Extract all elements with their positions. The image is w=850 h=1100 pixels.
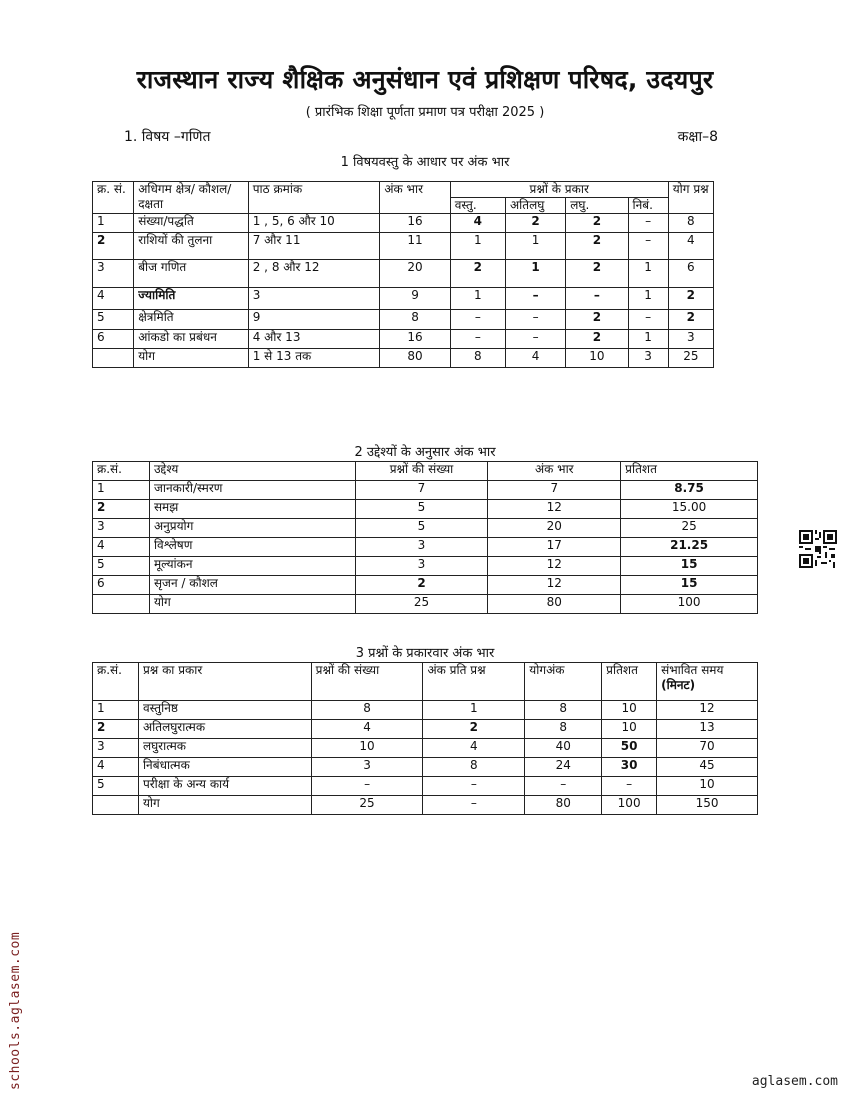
cell-total-marks: 80 (525, 796, 602, 815)
content-weightage-table (92, 181, 714, 368)
header-marks: अंक भार (380, 182, 450, 214)
cell-lessons: 3 (248, 288, 380, 310)
header-expected-time (657, 663, 758, 701)
cell-marks-per-question: 1 (423, 701, 525, 720)
cell-essay: 3 (628, 349, 668, 368)
header-short: लघु. (566, 198, 628, 214)
cell-percent: 100 (602, 796, 657, 815)
cell-essay: – (628, 214, 668, 233)
cell-total-marks: 8 (525, 701, 602, 720)
cell-vshort: 2 (505, 214, 565, 233)
cell-marks: 16 (380, 330, 450, 349)
header-marks-per-question: अंक प्रति प्रश्न (423, 663, 525, 701)
cell-percent: 15 (621, 576, 758, 595)
cell-sno: 1 (93, 701, 139, 720)
header-marks: अंक भार (488, 462, 621, 481)
cell-count: 3 (355, 557, 488, 576)
page-title: राजस्थान राज्य शैक्षिक अनुसंधान एवं प्रशिक्षण परिषद, उदयपुर (136, 65, 714, 94)
cell-lessons: 2 , 8 और 12 (248, 260, 380, 288)
cell-total: 3 (668, 330, 713, 349)
cell-count: 3 (311, 758, 423, 777)
cell-total-marks: 24 (525, 758, 602, 777)
header-objective: वस्तु. (450, 198, 505, 214)
cell-question-type: अतिलघुरात्मक (138, 720, 311, 739)
header-objective: उद्देश्य (149, 462, 355, 481)
cell-sno: 5 (93, 310, 134, 330)
cell-obj: – (450, 310, 505, 330)
cell-sno: 5 (93, 777, 139, 796)
cell-count: 5 (355, 500, 488, 519)
question-type-weightage-table (92, 662, 758, 815)
cell-total: 4 (668, 233, 713, 260)
class-label: कक्षा–8 (677, 129, 718, 145)
cell-question-type: लघुरात्मक (138, 739, 311, 758)
cell-vshort: – (505, 288, 565, 310)
table-row (93, 758, 758, 777)
cell-total: 8 (668, 214, 713, 233)
cell-sno: 2 (93, 500, 150, 519)
header-question-type: प्रश्न का प्रकार (138, 663, 311, 701)
cell-count: 8 (311, 701, 423, 720)
cell-marks: 16 (380, 214, 450, 233)
header-question-types: प्रश्नों के प्रकार (450, 182, 668, 198)
table-row (93, 720, 758, 739)
cell-sno: 3 (93, 519, 150, 538)
section2-caption: 2 उद्देश्यों के अनुसार अंक भार (354, 445, 496, 460)
cell-objective: जानकारी/स्मरण (149, 481, 355, 500)
cell-percent: 8.75 (621, 481, 758, 500)
cell-marks: 12 (488, 576, 621, 595)
cell-short: 10 (566, 349, 628, 368)
table-row (93, 288, 714, 310)
cell-marks-per-question: 2 (423, 720, 525, 739)
cell-total-marks: 8 (525, 720, 602, 739)
cell-time: 45 (657, 758, 758, 777)
cell-marks: 7 (488, 481, 621, 500)
cell-area: क्षेत्रमिति (134, 310, 249, 330)
cell-short: 2 (566, 214, 628, 233)
header-time-unit: (मिनट) (661, 678, 696, 692)
cell-count: 4 (311, 720, 423, 739)
cell-sno: 4 (93, 538, 150, 557)
cell-vshort: 1 (505, 233, 565, 260)
cell-total: 25 (668, 349, 713, 368)
cell-marks: 12 (488, 557, 621, 576)
cell-percent: 100 (621, 595, 758, 614)
header-count: प्रश्नों की संख्या (355, 462, 488, 481)
cell-total: 6 (668, 260, 713, 288)
table-row (93, 330, 714, 349)
cell-lessons: 9 (248, 310, 380, 330)
cell-marks: 17 (488, 538, 621, 557)
cell-marks: 9 (380, 288, 450, 310)
cell-marks: 12 (488, 500, 621, 519)
header-sno: क्र. सं. (93, 182, 134, 214)
cell-count: 10 (311, 739, 423, 758)
cell-vshort: – (505, 330, 565, 349)
cell-time: 70 (657, 739, 758, 758)
table-row (93, 538, 758, 557)
header-sno: क्र.सं. (93, 663, 139, 701)
header-time-label: संभावित समय (661, 663, 724, 677)
cell-total-marks: – (525, 777, 602, 796)
section1-caption: 1 विषयवस्तु के आधार पर अंक भार (340, 155, 510, 170)
cell-objective: समझ (149, 500, 355, 519)
header-total-questions: योग प्रश्न (668, 182, 713, 214)
cell-essay: – (628, 310, 668, 330)
cell-sno: 4 (93, 758, 139, 777)
table-row (93, 214, 714, 233)
cell-area: राशियों की तुलना (134, 233, 249, 260)
cell-time: 10 (657, 777, 758, 796)
subject-label: 1. विषय –गणित (124, 129, 211, 145)
cell-sno (93, 349, 134, 368)
cell-count: 5 (355, 519, 488, 538)
cell-question-type: योग (138, 796, 311, 815)
header-essay: निबं. (628, 198, 668, 214)
header-area: अधिगम क्षेत्र/ कौशल/दक्षता (134, 182, 249, 214)
side-watermark: schools.aglasem.com (8, 931, 23, 1090)
cell-time: 12 (657, 701, 758, 720)
cell-marks-per-question: 8 (423, 758, 525, 777)
cell-essay: – (628, 233, 668, 260)
cell-objective: विश्लेषण (149, 538, 355, 557)
cell-sno: 3 (93, 260, 134, 288)
cell-marks: 80 (380, 349, 450, 368)
cell-sno: 2 (93, 233, 134, 260)
cell-count: 25 (355, 595, 488, 614)
cell-area: आंकडो का प्रबंधन (134, 330, 249, 349)
cell-objective: अनुप्रयोग (149, 519, 355, 538)
table-total-row (93, 595, 758, 614)
cell-sno: 3 (93, 739, 139, 758)
cell-count: – (311, 777, 423, 796)
cell-sno: 1 (93, 214, 134, 233)
header-percent: प्रतिशत (602, 663, 657, 701)
cell-short: 2 (566, 260, 628, 288)
cell-obj: 8 (450, 349, 505, 368)
cell-obj: 1 (450, 233, 505, 260)
cell-obj: 4 (450, 214, 505, 233)
cell-percent: 10 (602, 701, 657, 720)
cell-obj: 1 (450, 288, 505, 310)
table-row (93, 519, 758, 538)
cell-percent: 21.25 (621, 538, 758, 557)
cell-short: 2 (566, 310, 628, 330)
cell-marks: 8 (380, 310, 450, 330)
cell-total: 2 (668, 288, 713, 310)
cell-sno: 5 (93, 557, 150, 576)
cell-count: 2 (355, 576, 488, 595)
cell-marks: 20 (488, 519, 621, 538)
cell-question-type: निबंधात्मक (138, 758, 311, 777)
cell-percent: 30 (602, 758, 657, 777)
table-total-row (93, 349, 714, 368)
cell-marks: 20 (380, 260, 450, 288)
cell-vshort: – (505, 310, 565, 330)
table-row (93, 500, 758, 519)
header-count: प्रश्नों की संख्या (311, 663, 423, 701)
cell-short: 2 (566, 330, 628, 349)
cell-sno: 2 (93, 720, 139, 739)
cell-objective: सृजन / कौशल (149, 576, 355, 595)
cell-percent: – (602, 777, 657, 796)
header-very-short: अतिलघु (505, 198, 565, 214)
cell-percent: 15 (621, 557, 758, 576)
cell-lessons: 4 और 13 (248, 330, 380, 349)
cell-time: 13 (657, 720, 758, 739)
cell-area: योग (134, 349, 249, 368)
section3-caption: 3 प्रश्नों के प्रकारवार अंक भार (355, 646, 495, 661)
cell-vshort: 1 (505, 260, 565, 288)
cell-obj: 2 (450, 260, 505, 288)
cell-marks-per-question: 4 (423, 739, 525, 758)
cell-essay: 1 (628, 288, 668, 310)
cell-objective: योग (149, 595, 355, 614)
objective-weightage-table (92, 461, 758, 614)
cell-sno (93, 796, 139, 815)
header-percent: प्रतिशत (621, 462, 758, 481)
footer-watermark: aglasem.com (751, 1074, 838, 1089)
cell-marks-per-question: – (423, 796, 525, 815)
cell-lessons: 1 से 13 तक (248, 349, 380, 368)
cell-essay: 1 (628, 260, 668, 288)
cell-area: बीज गणित (134, 260, 249, 288)
table-row (93, 481, 758, 500)
table-row (93, 260, 714, 288)
cell-total: 2 (668, 310, 713, 330)
table-row (93, 576, 758, 595)
cell-short: 2 (566, 233, 628, 260)
table-row (93, 701, 758, 720)
cell-count: 25 (311, 796, 423, 815)
cell-percent: 50 (602, 739, 657, 758)
cell-sno: 6 (93, 576, 150, 595)
cell-total-marks: 40 (525, 739, 602, 758)
header-lessons: पाठ क्रमांक (248, 182, 380, 214)
cell-essay: 1 (628, 330, 668, 349)
cell-count: 7 (355, 481, 488, 500)
table-row (93, 557, 758, 576)
cell-short: – (566, 288, 628, 310)
cell-percent: 15.00 (621, 500, 758, 519)
cell-sno: 4 (93, 288, 134, 310)
cell-area: ज्यामिति (134, 288, 249, 310)
cell-percent: 25 (621, 519, 758, 538)
cell-vshort: 4 (505, 349, 565, 368)
page-subtitle: ( प्रारंभिक शिक्षा पूर्णता प्रमाण पत्र परीक्षा 2025 ) (305, 105, 545, 120)
cell-question-type: वस्तुनिष्ठ (138, 701, 311, 720)
cell-objective: मूल्यांकन (149, 557, 355, 576)
table-row (93, 739, 758, 758)
cell-lessons: 1 , 5, 6 और 10 (248, 214, 380, 233)
cell-lessons: 7 और 11 (248, 233, 380, 260)
cell-time: 150 (657, 796, 758, 815)
qr-code-icon (799, 530, 837, 568)
cell-area: संख्या/पद्धति (134, 214, 249, 233)
table-row (93, 777, 758, 796)
cell-question-type: परीक्षा के अन्य कार्य (138, 777, 311, 796)
header-sno: क्र.सं. (93, 462, 150, 481)
cell-sno: 1 (93, 481, 150, 500)
cell-marks-per-question: – (423, 777, 525, 796)
cell-sno (93, 595, 150, 614)
cell-marks: 11 (380, 233, 450, 260)
table-row (93, 233, 714, 260)
cell-obj: – (450, 330, 505, 349)
cell-marks: 80 (488, 595, 621, 614)
table-row (93, 310, 714, 330)
cell-sno: 6 (93, 330, 134, 349)
header-total-marks: योगअंक (525, 663, 602, 701)
cell-percent: 10 (602, 720, 657, 739)
cell-count: 3 (355, 538, 488, 557)
table-total-row (93, 796, 758, 815)
